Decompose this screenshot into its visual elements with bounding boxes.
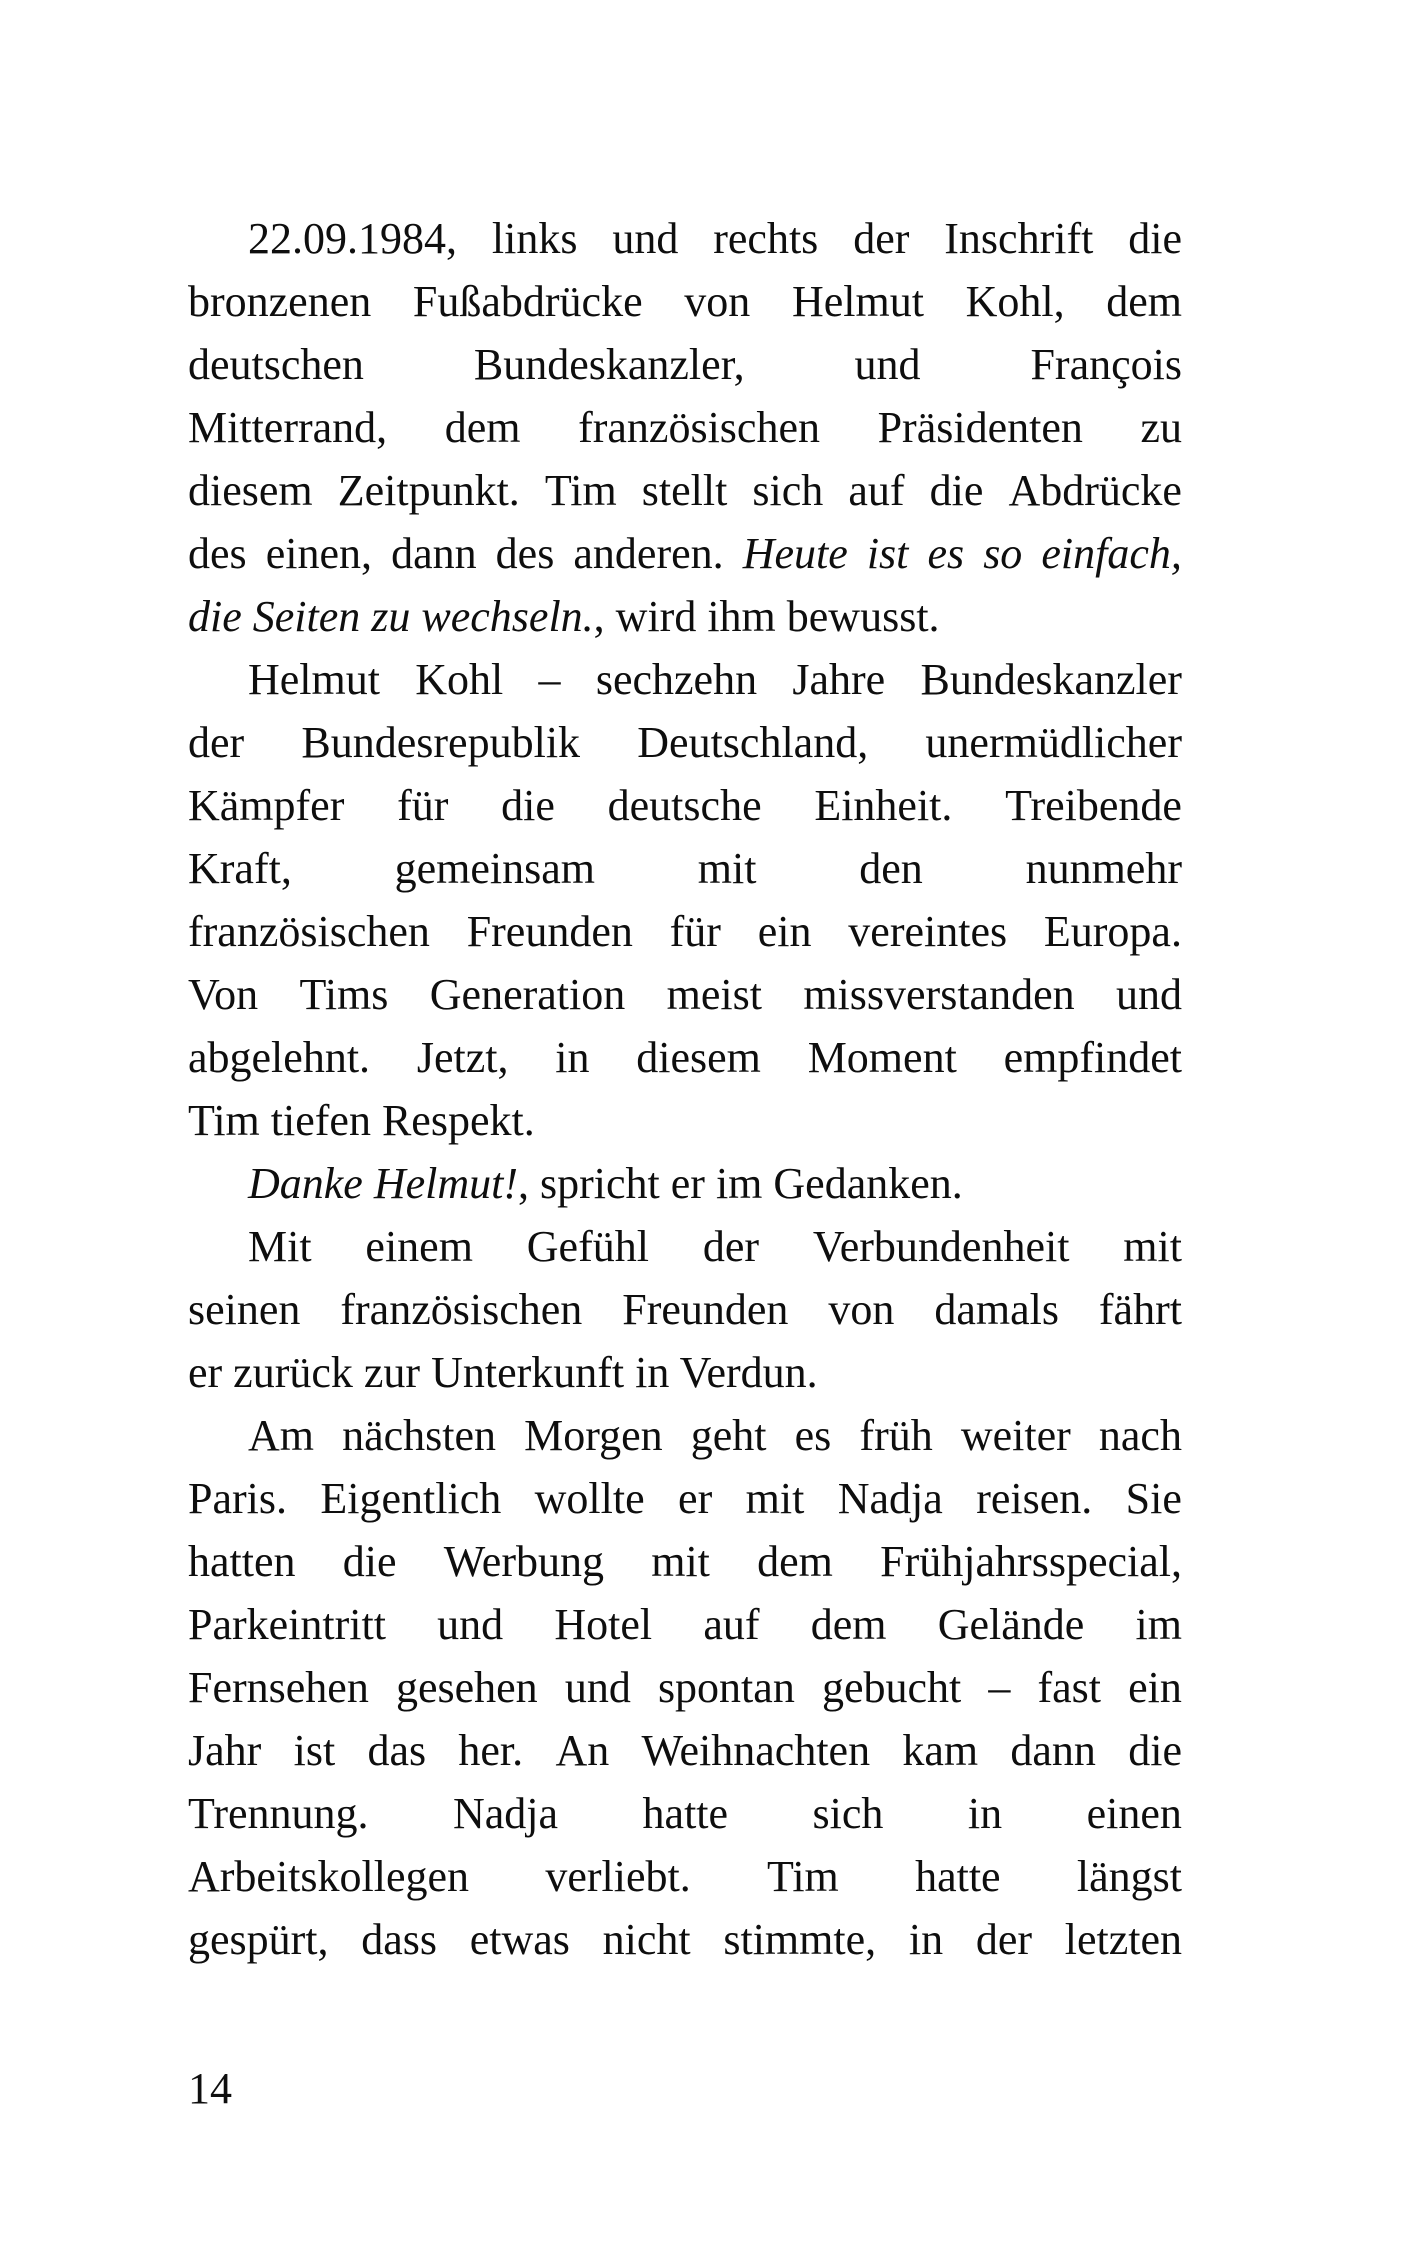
text-line	[188, 963, 1182, 1026]
word: Morgen	[524, 1411, 663, 1460]
word: gespürt,	[188, 1915, 329, 1964]
word: Verbundenheit	[812, 1222, 1070, 1271]
word: der	[702, 1222, 759, 1271]
word: zu	[1140, 403, 1182, 452]
word: Helmut	[248, 655, 380, 704]
word: nächsten	[342, 1411, 497, 1460]
word: Tim	[544, 466, 617, 515]
word: Am	[248, 1411, 314, 1460]
text-line	[188, 1215, 1182, 1278]
word: Trennung.	[188, 1789, 369, 1838]
word: sich	[752, 466, 824, 515]
word: diesem	[636, 1033, 761, 1082]
text-line	[188, 774, 1182, 837]
text-line	[188, 396, 1182, 459]
word: von	[684, 277, 751, 326]
word: Kohl,	[965, 277, 1065, 326]
text-segment: , wird ihm bewusst.	[593, 592, 940, 641]
word: den	[859, 844, 923, 893]
text-line	[188, 1404, 1182, 1467]
text-line	[188, 1089, 1182, 1152]
text-line	[188, 1341, 1182, 1404]
word: in	[555, 1033, 590, 1082]
word: die	[1128, 1726, 1182, 1775]
word: dem	[1106, 277, 1182, 326]
word: Tim	[767, 1852, 839, 1901]
word: sechzehn	[595, 655, 758, 704]
word: einen	[1086, 1789, 1182, 1838]
word: der	[188, 718, 245, 767]
text-line	[188, 1530, 1182, 1593]
word: spontan	[657, 1663, 795, 1712]
word: Helmut	[791, 277, 924, 326]
word: hatte	[642, 1789, 729, 1838]
word: Paris.	[188, 1474, 287, 1523]
word: einen,	[265, 529, 373, 578]
word: Von	[188, 970, 259, 1019]
word: deutschen	[188, 340, 364, 389]
text-segment: die Seiten zu wechseln.	[188, 592, 594, 641]
word: Inschrift	[944, 214, 1094, 263]
word: mit	[1123, 1222, 1182, 1271]
word: her.	[458, 1726, 524, 1775]
text-line	[188, 1278, 1182, 1341]
word: –	[988, 1663, 1011, 1712]
text-line	[188, 522, 1182, 585]
word: und	[854, 340, 921, 389]
word: Nadja	[837, 1474, 943, 1523]
word: es	[794, 1411, 832, 1460]
word: einfach,	[1041, 529, 1182, 578]
word: Mitterrand,	[188, 403, 388, 452]
word: französischen	[188, 907, 430, 956]
word: dem	[757, 1537, 833, 1586]
page-number: 14	[188, 2064, 232, 2113]
word: bronzenen	[188, 277, 372, 326]
text-line	[188, 1908, 1182, 1971]
word: so	[983, 529, 1023, 578]
word: reisen.	[976, 1474, 1093, 1523]
word: seinen	[188, 1285, 301, 1334]
word: hatte	[915, 1852, 1001, 1901]
word: ist	[293, 1726, 336, 1775]
word: Bundesrepublik	[301, 718, 581, 767]
word: kam	[902, 1726, 979, 1775]
word: Freunden	[466, 907, 633, 956]
word: stellt	[641, 466, 728, 515]
word: Jetzt,	[416, 1033, 509, 1082]
word: einem	[365, 1222, 473, 1271]
word: fast	[1037, 1663, 1102, 1712]
text-segment: er zurück zur Unterkunft in Verdun.	[188, 1348, 818, 1397]
word: weiter	[960, 1411, 1071, 1460]
word: fährt	[1098, 1285, 1182, 1334]
text-segment: , spricht er im Gedanken.	[518, 1159, 963, 1208]
word: die	[929, 466, 984, 515]
word: Deutschland,	[637, 718, 869, 767]
word: ein	[757, 907, 812, 956]
word: geht	[690, 1411, 767, 1460]
word: vereintes	[848, 907, 1008, 956]
page-text	[188, 207, 1182, 1971]
word: von	[828, 1285, 895, 1334]
word: wollte	[534, 1474, 645, 1523]
text-line	[188, 837, 1182, 900]
text-line	[188, 1026, 1182, 1089]
word: Nadja	[453, 1789, 559, 1838]
word: dann	[1010, 1726, 1096, 1775]
word: mit	[697, 844, 757, 893]
word: Tims	[299, 970, 389, 1019]
word: auf	[848, 466, 905, 515]
word: gebucht	[821, 1663, 962, 1712]
word: ein	[1128, 1663, 1182, 1712]
word: und	[564, 1663, 631, 1712]
word: dass	[361, 1915, 438, 1964]
word: mit	[745, 1474, 805, 1523]
text-line	[188, 1782, 1182, 1845]
word: Generation	[429, 970, 626, 1019]
word: der	[975, 1915, 1032, 1964]
word: die	[342, 1537, 397, 1586]
word: früh	[859, 1411, 933, 1460]
word: Kraft,	[188, 844, 292, 893]
word: letzten	[1064, 1915, 1182, 1964]
word: und	[1115, 970, 1182, 1019]
word: Bundeskanzler	[920, 655, 1182, 704]
word: etwas	[469, 1915, 570, 1964]
text-line	[188, 900, 1182, 963]
word: er	[678, 1474, 713, 1523]
word: die	[1128, 214, 1182, 263]
text-line	[188, 1152, 1182, 1215]
word: empfindet	[1003, 1033, 1182, 1082]
word: mit	[651, 1537, 710, 1586]
word: missverstanden	[803, 970, 1075, 1019]
word: Gefühl	[526, 1222, 649, 1271]
word: französischen	[578, 403, 820, 452]
word: abgelehnt.	[188, 1033, 371, 1082]
word: in	[967, 1789, 1003, 1838]
word: An	[555, 1726, 610, 1775]
text-line	[188, 1719, 1182, 1782]
word: gemeinsam	[394, 844, 596, 893]
word: Kämpfer	[188, 781, 345, 830]
word: und	[437, 1600, 504, 1649]
text-segment: Danke Helmut!	[248, 1159, 519, 1208]
word: Jahr	[188, 1726, 262, 1775]
word: rechts	[713, 214, 819, 263]
text-line	[188, 1467, 1182, 1530]
word: auf	[703, 1600, 760, 1649]
word: Einheit.	[814, 781, 953, 830]
word: diesem	[188, 466, 313, 515]
word: Moment	[807, 1033, 957, 1082]
word: deutsche	[607, 781, 762, 830]
word: und	[612, 214, 679, 263]
word: François	[1030, 340, 1182, 389]
word: Fernsehen	[188, 1663, 369, 1712]
text-line	[188, 207, 1182, 270]
word: Freunden	[622, 1285, 789, 1334]
text-line	[188, 1656, 1182, 1719]
word: Hotel	[554, 1600, 653, 1649]
word: Parkeintritt	[188, 1600, 386, 1649]
word: Mit	[248, 1222, 312, 1271]
text-line	[188, 270, 1182, 333]
text-line	[188, 648, 1182, 711]
text-line	[188, 459, 1182, 522]
word: Zeitpunkt.	[337, 466, 520, 515]
text-line	[188, 585, 1182, 648]
word: Frühjahrsspecial,	[880, 1537, 1182, 1586]
word: –	[538, 655, 561, 704]
word: ist	[866, 529, 909, 578]
word: Präsidenten	[877, 403, 1083, 452]
word: Sie	[1125, 1474, 1182, 1523]
word: Arbeitskollegen	[188, 1852, 470, 1901]
word: nach	[1098, 1411, 1182, 1460]
text-line	[188, 333, 1182, 396]
word: hatten	[188, 1537, 296, 1586]
word: verliebt.	[545, 1852, 691, 1901]
word: dem	[810, 1600, 887, 1649]
word: des	[495, 529, 555, 578]
word: Jahre	[792, 655, 886, 704]
word: des	[188, 529, 247, 578]
word: dann	[391, 529, 477, 578]
word: links	[491, 214, 578, 263]
text-line	[188, 711, 1182, 774]
word: nunmehr	[1025, 844, 1182, 893]
text-line	[188, 1593, 1182, 1656]
word: Gelände	[937, 1600, 1085, 1649]
word: Treibende	[1005, 781, 1182, 830]
word: für	[397, 781, 449, 830]
word: sich	[812, 1789, 884, 1838]
word: französischen	[340, 1285, 583, 1334]
word: dem	[444, 403, 521, 452]
word: Heute	[742, 529, 848, 578]
word: Eigentlich	[320, 1474, 502, 1523]
word: stimmte,	[723, 1915, 877, 1964]
word: unermüdlicher	[925, 718, 1182, 767]
word: der	[853, 214, 910, 263]
word: es	[927, 529, 965, 578]
word: die	[501, 781, 555, 830]
word: Europa.	[1043, 907, 1182, 956]
word: in	[908, 1915, 944, 1964]
word: Weihnachten	[641, 1726, 871, 1775]
word: Fußabdrücke	[412, 277, 643, 326]
word: Kohl	[415, 655, 504, 704]
word: anderen.	[573, 529, 724, 578]
word: nicht	[602, 1915, 691, 1964]
word: längst	[1076, 1852, 1182, 1901]
word: im	[1135, 1600, 1182, 1649]
text-segment: Tim tiefen Respekt.	[188, 1096, 535, 1145]
text-line	[188, 1845, 1182, 1908]
word: meist	[666, 970, 762, 1019]
word: das	[367, 1726, 427, 1775]
word: damals	[934, 1285, 1059, 1334]
word: für	[669, 907, 721, 956]
word: Abdrücke	[1008, 466, 1182, 515]
word: Bundeskanzler,	[473, 340, 745, 389]
word: Werbung	[443, 1537, 604, 1586]
word: 22.09.1984,	[248, 214, 457, 263]
word: gesehen	[395, 1663, 538, 1712]
